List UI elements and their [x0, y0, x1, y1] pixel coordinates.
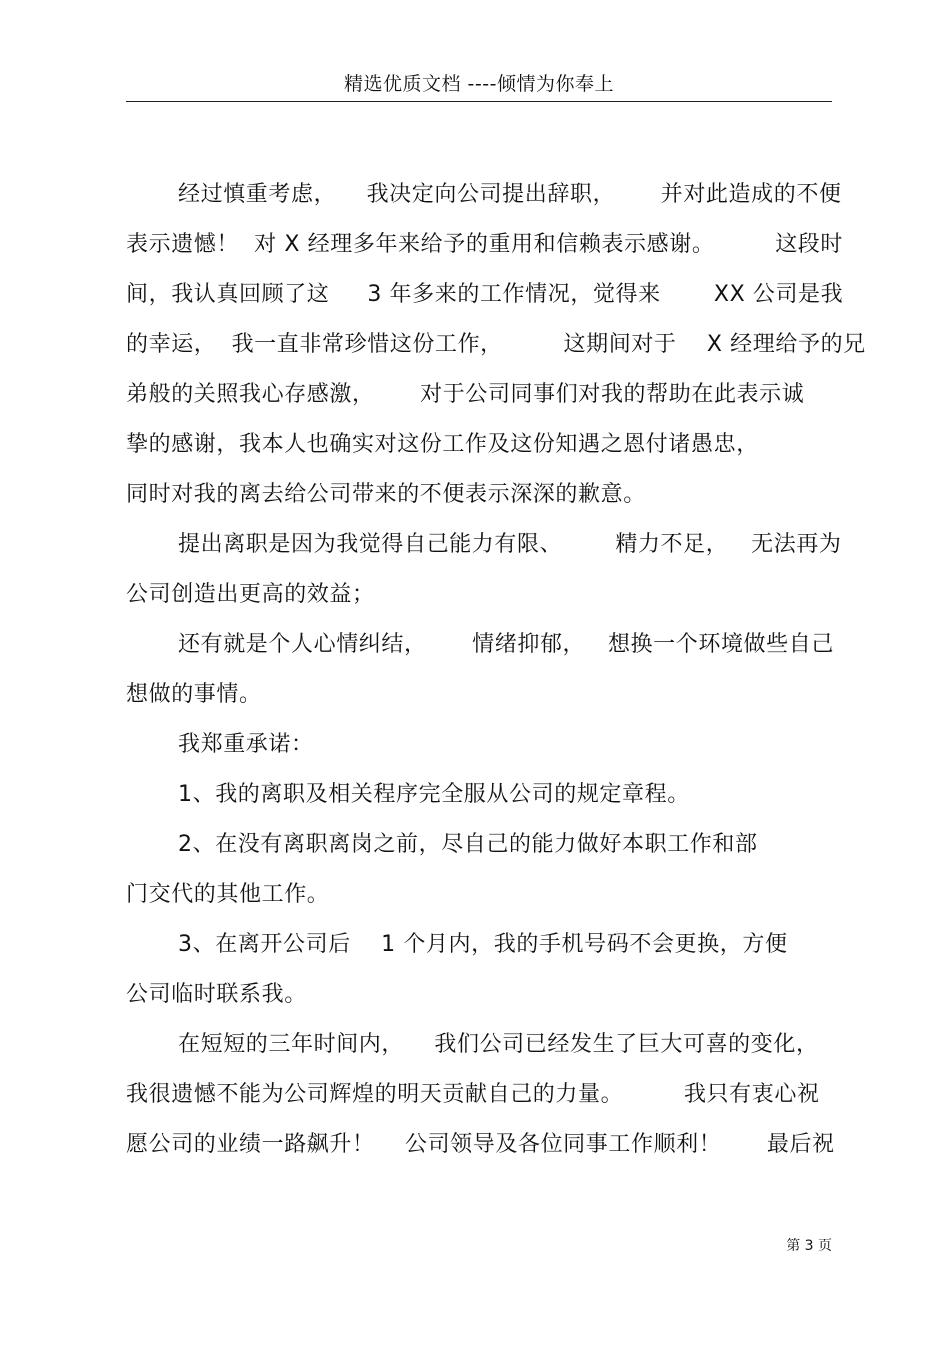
body-line-19: 我很遗憾不能为公司辉煌的明天贡献自己的力量。 我只有衷心祝: [126, 1082, 820, 1107]
body-line-16: 3、在离开公司后 1 个月内，我的手机号码不会更换，方便: [178, 932, 788, 957]
body-line-12: 我郑重承诺：: [178, 732, 314, 757]
body-line-9: 公司创造出更高的效益；: [126, 582, 375, 607]
page-header-title: 精选优质文档 ----倾情为你奉上: [344, 73, 614, 95]
page-number: 第 3 页: [786, 1238, 832, 1254]
body-line-2: 表示遗憾！ 对 X 经理多年来给予的重用和信赖表示感谢。 这段时: [126, 232, 843, 257]
body-line-8: 提出离职是因为我觉得自己能力有限、 精力不足， 无法再为: [178, 532, 842, 557]
header-divider: [126, 101, 832, 102]
body-line-3: 间，我认真回顾了这 3 年多来的工作情况，觉得来 XX 公司是我: [126, 282, 844, 307]
body-line-10: 还有就是个人心情纠结， 情绪抑郁， 想换一个环境做些自己: [178, 632, 834, 657]
body-line-14: 2、在没有离职离岗之前，尽自己的能力做好本职工作和部: [178, 832, 758, 857]
body-line-7: 同时对我的离去给公司带来的不便表示深深的歉意。: [126, 482, 646, 507]
body-line-18: 在短短的三年时间内， 我们公司已经发生了巨大可喜的变化，: [178, 1032, 819, 1057]
body-line-17: 公司临时联系我。: [126, 982, 307, 1007]
body-line-6: 挚的感谢，我本人也确实对这份工作及这份知遇之恩付诸愚忠，: [126, 432, 759, 457]
body-line-13: 1、我的离职及相关程序完全服从公司的规定章程。: [178, 782, 690, 807]
body-line-20: 愿公司的业绩一路飙升！ 公司领导及各位同事工作顺利！ 最后祝: [126, 1132, 835, 1157]
body-line-1: 经过慎重考虑， 我决定向公司提出辞职， 并对此造成的不便: [178, 182, 842, 207]
body-line-15: 门交代的其他工作。: [126, 882, 330, 907]
body-line-4: 的幸运， 我一直非常珍惜这份工作， 这期间对于 X 经理给予的兄: [126, 332, 866, 357]
body-line-5: 弟般的关照我心存感激， 对于公司同事们对我的帮助在此表示诚: [126, 382, 805, 407]
body-line-11: 想做的事情。: [126, 682, 262, 707]
